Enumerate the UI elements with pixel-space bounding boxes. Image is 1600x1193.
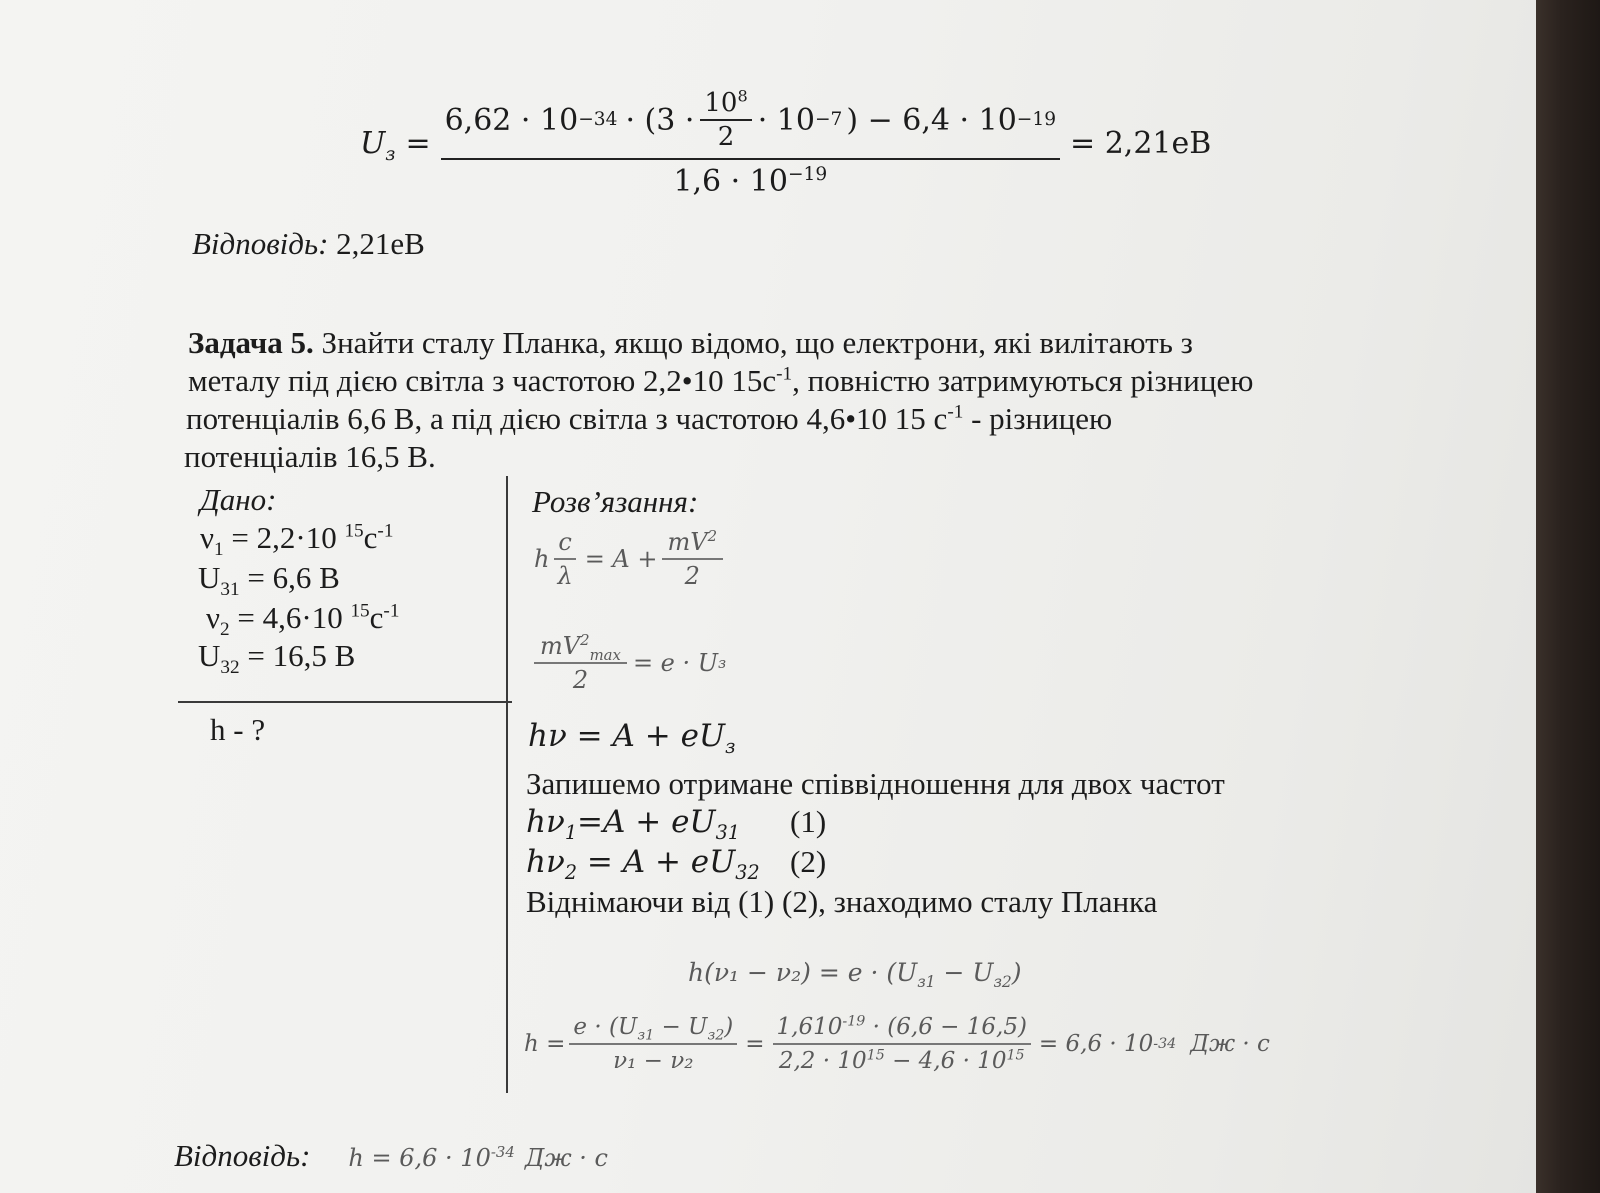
given-v2-value: = 4,6·10 [229, 600, 351, 635]
task-line-4 [184, 438, 436, 476]
solution-eq7-n2: 1,610 [776, 1014, 843, 1040]
formula-top-den: 1,6 · 10 [673, 164, 788, 199]
solution-eq7-d2a-exp: 15 [866, 1047, 885, 1064]
given-v1-sub: 1 [214, 539, 224, 561]
formula-top-eq: = [405, 126, 431, 161]
solution-eq5 [526, 844, 760, 885]
solution-text1: Запишемо отримане співвідношення для двох частот [526, 766, 1225, 801]
task-line-1-text: Знайти сталу Планка, якщо відомо, що електрони, які вилітають з [321, 325, 1193, 360]
formula-top-num-a: 6,62 · 10 [444, 102, 579, 138]
solution-eq4 [526, 804, 740, 845]
given-v1-exp: 15 [344, 520, 364, 542]
solution-eq7-n1-mid: − U [654, 1014, 708, 1040]
task-line-1 [188, 324, 1193, 362]
solution-eq1-num: c [554, 528, 575, 560]
answer-top-value: 2,21eB [336, 226, 425, 261]
solution-eq3 [528, 718, 736, 759]
solution-eq1-frac2 [662, 528, 724, 590]
solution-eq5-lhs: hν [526, 844, 565, 880]
given-v2 [206, 600, 400, 641]
solution-eq3-sub: з [725, 735, 736, 759]
given-u2-symbol: U [198, 638, 221, 673]
given-find: h - ? [210, 712, 266, 747]
given-v2-unit-exp: -1 [383, 600, 400, 622]
solution-eq2: $\frac{mV^2_{max}}{2}$ = e · U з [534, 632, 726, 694]
given-u1 [198, 560, 340, 601]
solution-eq7-result: = 6,6 · 10 [1038, 1031, 1154, 1057]
given-v2-symbol: ν [206, 600, 221, 635]
given-v2-exp: 15 [350, 600, 370, 622]
solution-eq1-mid: = A + [584, 545, 658, 573]
answer-bottom-label: Відповідь: [174, 1138, 311, 1173]
solution-eq7-eq: = [745, 1031, 765, 1057]
given-u2-sub: 32 [220, 657, 240, 679]
answer-top-label: Відповідь: [192, 226, 329, 261]
solution-eq1-rnum: mV [667, 528, 708, 556]
formula-top-inner-den: 2 [717, 122, 735, 152]
solution-eq7-d1: ν₁ − ν₂ [613, 1048, 694, 1074]
solution-eq7-lhs: h = [524, 1031, 566, 1057]
solution-eq7-d2a: 2,2 · 10 [778, 1048, 867, 1074]
solution-eq4-tag: (1) [790, 804, 827, 839]
solution-eq6-mid: − U [935, 958, 994, 987]
solution-eq2-den: 2 [572, 666, 589, 694]
task-line-3a: потенціалів 6,6 В, а під дією світла з частотою 4,6•10 15 с [186, 401, 948, 436]
formula-top-inner-fraction [700, 88, 751, 152]
solution-eq5-tag: (2) [790, 844, 827, 879]
task-line-3-exp: -1 [947, 401, 964, 423]
given-u2-value: = 16,5 В [239, 638, 356, 673]
given-u1-symbol: U [198, 560, 221, 595]
table-horizontal-divider [178, 701, 512, 703]
solution-heading: Розв’язання: [532, 484, 699, 519]
given-v1-unit: с [363, 520, 378, 555]
answer-bottom-value [348, 1144, 514, 1172]
formula-top-inner-num: 10 [704, 88, 738, 118]
solution-eq4-sub: 1 [564, 821, 578, 845]
solution-eq6-s1: з1 [917, 973, 936, 991]
given-v2-unit: с [369, 600, 384, 635]
task-title: Задача 5. [188, 325, 314, 360]
solution-eq7-d2b: − 4,6 · 10 [884, 1048, 1007, 1074]
solution-eq2-num: mV [540, 632, 581, 660]
solution-eq7-frac1 [569, 1014, 737, 1074]
answer-bottom-value-text: h = 6,6 · 10 [348, 1144, 491, 1172]
solution-eq4-rest: =A + eU [577, 804, 716, 840]
answer-top [192, 226, 425, 262]
table-vertical-divider [506, 476, 508, 1093]
solution-eq1 [534, 528, 723, 590]
task-line-4-text: потенціалів 16,5 В. [184, 439, 436, 474]
formula-top-num-d: ) − 6,4 · 10 [846, 102, 1017, 138]
solution-eq2-num-sub: max [589, 645, 621, 664]
task-line-2a: металу під дією світла з частотою 2,2•10 15с [188, 363, 777, 398]
solution-eq4-lhs: hν [526, 804, 565, 840]
given-v2-sub: 2 [220, 619, 230, 641]
solution-eq6-s2: з2 [993, 973, 1012, 991]
given-u1-sub: 31 [220, 579, 240, 601]
solution-eq1-den: λ [557, 562, 573, 590]
solution-eq1-lhs: h [534, 545, 550, 573]
solution-eq6 [688, 958, 1022, 991]
formula-top [360, 88, 1211, 199]
formula-top-num-c: · 10 [757, 102, 815, 138]
formula-top-result: = 2,21eB [1070, 126, 1212, 161]
formula-top-lhs: $U_з$ [360, 126, 396, 165]
given-heading: Дано: [200, 482, 277, 517]
solution-eq7-frac2 [773, 1014, 1031, 1074]
answer-bottom [174, 1138, 608, 1174]
solution-eq1-rnum-exp: 2 [707, 527, 718, 545]
solution-eq7-n1: e · (U [573, 1014, 638, 1040]
solution-eq7-unit: Дж · с [1190, 1031, 1270, 1057]
solution-eq6-end: ) [1011, 958, 1022, 987]
solution-eq7-n1-end: ) [724, 1014, 734, 1040]
solution-eq4-rest-sub: 31 [715, 821, 740, 845]
answer-bottom-value-exp: -34 [490, 1143, 515, 1161]
given-v1-symbol: ν [200, 520, 215, 555]
solution-eq5-sub: 2 [564, 861, 578, 885]
formula-top-num-b: · (3 · [625, 102, 695, 138]
solution-eq7-d2b-exp: 15 [1006, 1047, 1025, 1064]
task-line-2 [188, 362, 1253, 400]
formula-top-den-exp: −19 [787, 164, 828, 185]
solution-eq1-frac1 [553, 528, 576, 590]
formula-top-fraction: 6,62 · 10 −34 · (3 · $\frac{10^8}{2}$ · 10 −7 ) − 6,4 · 10 −19 $1,6 \cdot 10^{-19}$ [441, 88, 1060, 199]
solution-eq7: h = $\frac{e \cdot (U_{з1} - U_{з2})}{\text{ν₁ − ν₂}}$ = $\frac{1,610^{-19} \cdot (6,6 - 16,5)}{2,2 \cdot 10^{15} - 4,6 \cdot 10^{15}}$ = 6,6 · 10 -34 Дж · с [524, 1013, 1270, 1074]
table-surface-edge [1536, 0, 1600, 1193]
given-u1-value: = 6,6 В [239, 560, 340, 595]
answer-bottom-unit: Дж · с [524, 1144, 608, 1172]
task-line-2-exp: -1 [776, 363, 793, 385]
solution-eq2-frac [534, 632, 627, 694]
solution-eq5-rest: = A + eU [577, 844, 736, 880]
task-line-3 [186, 400, 1112, 438]
given-u2 [198, 638, 356, 679]
given-v1-unit-exp: -1 [377, 520, 394, 542]
solution-text2: Віднімаючи від (1) (2), знаходимо сталу Планка [526, 884, 1158, 919]
given-v1-value: = 2,2·10 [223, 520, 345, 555]
solution-eq3-text: hν = A + eU [528, 718, 726, 754]
formula-top-inner-num-exp: 8 [737, 86, 748, 106]
solution-eq7-n2-exp: -19 [842, 1013, 866, 1030]
solution-eq2-rhs: = e · U [632, 649, 718, 677]
given-v1 [200, 520, 394, 561]
solution-eq7-n1-s2: з2 [707, 1027, 725, 1044]
solution-eq1-rden: 2 [684, 562, 700, 590]
task-line-3b: - різницею [963, 401, 1113, 436]
solution-eq7-n1-s1: з1 [637, 1027, 655, 1044]
solution-eq2-num-exp: 2 [580, 631, 590, 649]
solution-eq7-n2-rest: · (6,6 − 16,5) [865, 1014, 1027, 1040]
solution-eq6-text: h(ν₁ − ν₂) = e · (U [688, 958, 918, 987]
solution-eq5-rest-sub: 32 [735, 861, 760, 885]
task-line-2b: , повністю затримуються різницею [792, 363, 1254, 398]
